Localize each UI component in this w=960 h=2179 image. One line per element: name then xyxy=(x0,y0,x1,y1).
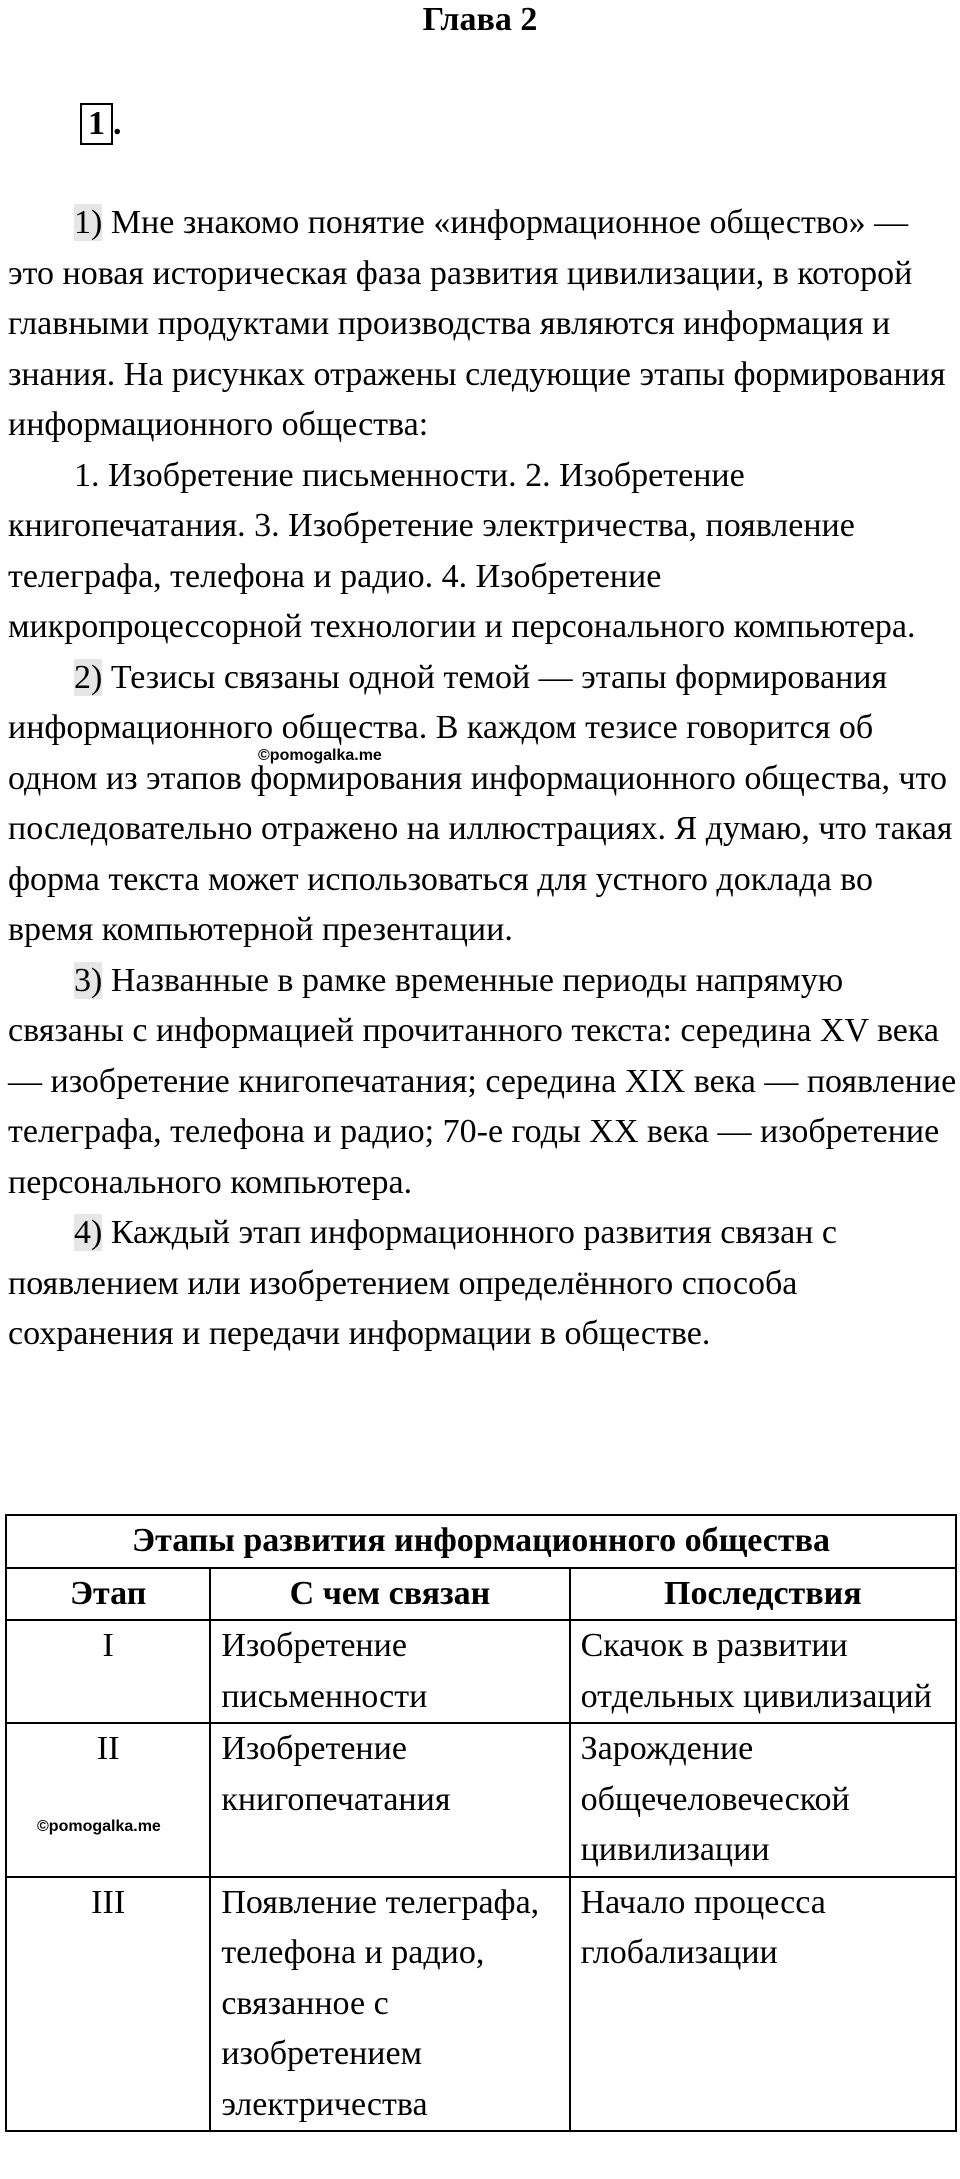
paragraph-4 xyxy=(8,1208,958,1360)
table-caption-row xyxy=(6,1515,956,1568)
table-row xyxy=(6,1723,956,1877)
paragraph-4-text: Каждый этап информационного развития связан с появлением или изобретением определённого способа сохранения и передачи информации в обществе. xyxy=(8,1214,837,1352)
watermark-top: ©pomogalka.me xyxy=(258,747,382,764)
paragraph-3-text: Названные в рамке временные периоды напрямую связаны с информацией прочитанного текста: середина XV века — изобретение книгопечатания; середина XIX века — появление телеграфа, телефона и радио; 70-е годы XX века — изобретение персонального компьютера. xyxy=(8,961,957,1201)
cause-cell: Изобретение письменности xyxy=(210,1620,569,1723)
cause-cell: Появление телеграфа, телефона и радио, связанное с изобретением электричества xyxy=(210,1877,569,2132)
paragraph-1-marker: 1) xyxy=(74,204,103,241)
paragraph-3-marker: 3) xyxy=(74,961,103,999)
table-header-row xyxy=(6,1568,956,1621)
header-effect: Последствия xyxy=(570,1568,956,1621)
task-number-box: 1 xyxy=(80,103,113,145)
stages-table xyxy=(5,1514,957,2132)
paragraph-2-marker: 2) xyxy=(74,658,103,696)
watermark-table: ©pomogalka.me xyxy=(37,1818,161,1835)
paragraph-2 xyxy=(8,653,958,956)
paragraph-1-text: Мне знакомо понятие «информационное общество» — это новая историческая фаза развития цивилизации, в которой главными продуктами производства являются информация и знания. На рисунках отражены следующие этапы формирования информационного общества: xyxy=(8,204,946,443)
stage-cell xyxy=(6,1723,210,1877)
paragraph-1-list: 1. Изобретение письменности. 2. Изобретение книгопечатания. 3. Изобретение электричества, появление телеграфа, телефона и радио. 4. Изобретение микропроцессорной технологии и персонального компьютера. xyxy=(8,456,916,645)
task-number-suffix: . xyxy=(113,105,122,142)
effect-cell: Начало процесса глобализации xyxy=(570,1877,956,2132)
table-row xyxy=(6,1877,956,2132)
header-cause: С чем связан xyxy=(210,1568,569,1621)
answer-text xyxy=(8,198,958,1360)
header-stage: Этап xyxy=(6,1568,210,1621)
paragraph-1 xyxy=(8,198,958,451)
stage-label: II xyxy=(96,1730,120,1767)
cause-cell: Изобретение книгопечатания xyxy=(210,1723,569,1877)
paragraph-3 xyxy=(8,956,958,1209)
stage-cell: III xyxy=(6,1877,210,2132)
paragraph-2-text: Тезисы связаны одной темой — этапы формирования информационного общества. В каждом тезисе говорится об одном из этапов формирования информационного общества, что последовательно отражено на иллюстрациях. Я думаю, что такая форма текста может использоваться для устного доклада во время компьютерной презентации. xyxy=(8,658,953,948)
table-caption: Этапы развития информационного общества xyxy=(6,1515,956,1568)
table-row xyxy=(6,1620,956,1723)
task-number xyxy=(80,103,122,143)
chapter-title: Глава 2 xyxy=(422,1,538,38)
stage-cell: I xyxy=(6,1620,210,1723)
effect-cell: Скачок в развитии отдельных цивилизаций xyxy=(570,1620,956,1723)
effect-cell: Зарождение общечеловеческой цивилизации xyxy=(570,1723,956,1877)
paragraph-4-marker: 4) xyxy=(74,1214,103,1251)
